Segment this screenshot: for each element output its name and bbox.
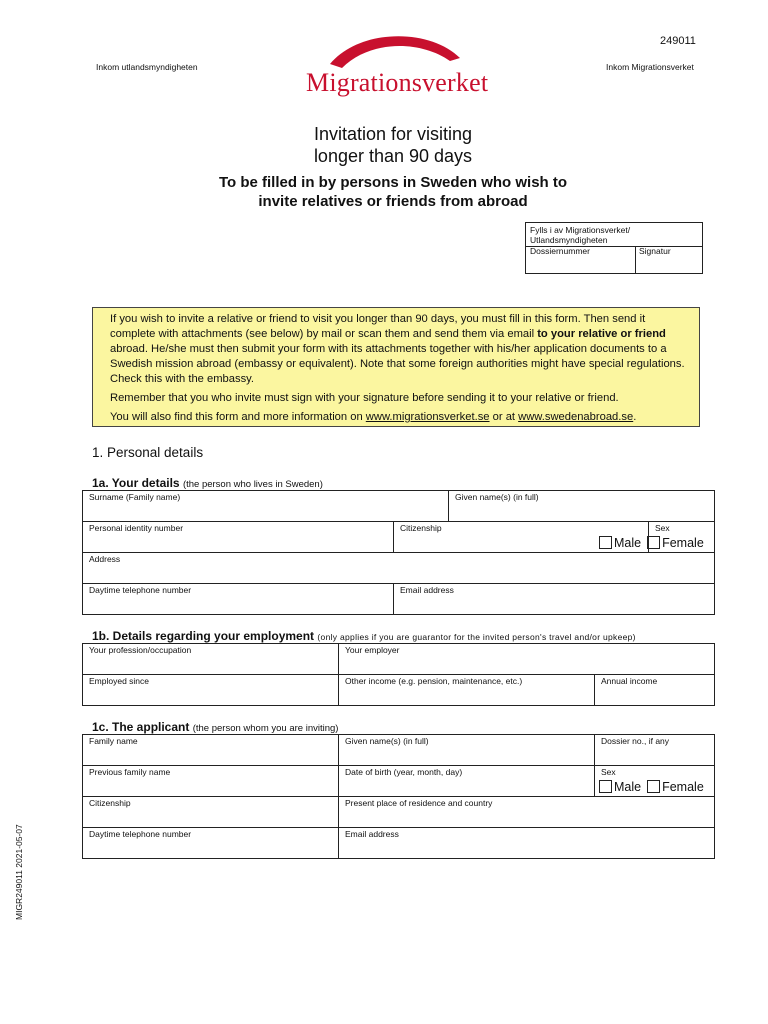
other-income-label: Other income (e.g. pension, maintenance, etc.)	[345, 676, 523, 686]
subtitle-line-2: invite relatives or friends from abroad	[258, 193, 528, 210]
page-subtitle	[170, 173, 616, 211]
annual-income-label: Annual income	[601, 676, 658, 686]
applicant-male-checkbox[interactable]	[599, 780, 612, 793]
instructions-paragraph-3	[110, 410, 689, 425]
personal-identity-number-label: Personal identity number	[89, 523, 184, 533]
email-label: Email address	[400, 585, 454, 595]
given-names-label: Given name(s) (in full)	[455, 492, 539, 502]
table-row	[83, 584, 715, 615]
title-line-1: Invitation for visiting	[313, 124, 473, 144]
employment-title: 1b. Details regarding your employment	[92, 629, 315, 643]
subtitle-line-1: To be filled in by persons in Sweden who wish to	[218, 174, 568, 191]
instructions-text: You will also find this form and more information on	[110, 411, 366, 423]
table-row	[83, 644, 715, 675]
migrationsverket-logo	[300, 28, 489, 98]
page-title	[200, 123, 586, 167]
employed-since-label: Employed since	[89, 676, 150, 686]
other-income-field[interactable]	[339, 675, 595, 706]
surname-field[interactable]	[83, 491, 449, 522]
given-names-field[interactable]	[449, 491, 715, 522]
email-field[interactable]	[394, 584, 715, 615]
swedenabroad-link[interactable]: www.swedenabroad.se	[518, 411, 634, 423]
section-personal-details-heading: 1. Personal details	[92, 445, 204, 460]
address-label: Address	[89, 554, 121, 564]
instructions-box	[92, 307, 700, 427]
table-row	[83, 675, 715, 706]
female-label: Female	[662, 536, 704, 550]
dossier-no-label: Dossier no., if any	[601, 736, 670, 746]
residence-label: Present place of residence and country	[345, 798, 493, 808]
citizenship-label: Citizenship	[400, 523, 442, 533]
instructions-text: or at	[489, 411, 519, 423]
profession-field[interactable]	[83, 644, 339, 675]
instructions-paragraph-1	[110, 312, 689, 387]
male-checkbox[interactable]	[599, 536, 612, 549]
applicant-heading	[92, 720, 338, 734]
form-number: 249011	[660, 35, 696, 47]
residence-field[interactable]	[339, 797, 715, 828]
applicant-telephone-field[interactable]	[83, 828, 339, 859]
form-version-code: MIGR249011 2021-05-07	[14, 824, 24, 920]
inkom-migrationsverket-label: Inkom Migrationsverket	[606, 62, 694, 72]
telephone-label: Daytime telephone number	[89, 585, 192, 595]
date-of-birth-label: Date of birth (year, month, day)	[345, 767, 463, 777]
table-row	[83, 797, 715, 828]
applicant-given-names-label: Given name(s) (in full)	[345, 736, 429, 746]
employer-label: Your employer	[345, 645, 400, 655]
applicant-title: 1c. The applicant	[92, 720, 190, 734]
table-row	[83, 735, 715, 766]
applicant-table	[82, 734, 715, 859]
dossier-number-field[interactable]: Dossiernummer	[530, 246, 590, 256]
instructions-text: .	[633, 411, 637, 423]
logo-arc-icon	[300, 28, 480, 73]
male-label: Male	[614, 536, 642, 550]
your-details-title: 1a. Your details	[92, 476, 180, 490]
logo-text: Migrationsverket	[306, 68, 489, 97]
office-use-box	[525, 222, 703, 274]
annual-income-field[interactable]	[595, 675, 715, 706]
employer-field[interactable]	[339, 644, 715, 675]
table-row	[83, 553, 715, 584]
instructions-text-cont: abroad. He/she must then submit your form with its attachments together with his/her application documents to a Swedish mission abroad (embassy or equivalent). Note that some foreign authorities might have special regulations. Check this with the embassy.	[110, 343, 685, 385]
employment-heading	[92, 629, 636, 643]
inkom-utlandsmyndigheten-label: Inkom utlandsmyndigheten	[96, 62, 198, 72]
instructions-text: If you wish to invite a relative or friend to visit you longer than 90 days, you must fill in this form. Then send it complete with attachments (see below) by mail or scan them and send them via email	[110, 313, 646, 340]
title-line-2: longer than 90 days	[313, 146, 473, 166]
applicant-citizenship-field[interactable]	[83, 797, 339, 828]
office-box-column-divider	[635, 246, 636, 273]
table-row	[83, 828, 715, 859]
instructions-bold-text: to your relative or friend	[537, 328, 666, 340]
applicant-given-names-field[interactable]	[339, 735, 595, 766]
date-of-birth-field[interactable]	[339, 766, 595, 797]
employment-table	[82, 643, 715, 706]
employment-note: (only applies if you are guarantor for the invited person's travel and/or upkeep)	[317, 632, 636, 642]
applicant-email-field[interactable]	[339, 828, 715, 859]
dossier-no-field[interactable]	[595, 735, 715, 766]
employed-since-field[interactable]	[83, 675, 339, 706]
profession-label: Your profession/occupation	[89, 645, 192, 655]
previous-family-name-field[interactable]	[83, 766, 339, 797]
applicant-sex-label: Sex	[601, 767, 616, 777]
sex-options-1c	[599, 780, 704, 794]
applicant-telephone-label: Daytime telephone number	[89, 829, 192, 839]
office-use-heading-line-1: Fylls i av Migrationsverket/	[530, 225, 631, 235]
applicant-female-label: Female	[662, 780, 704, 794]
office-use-heading	[530, 225, 700, 245]
telephone-field[interactable]	[83, 584, 394, 615]
table-row	[83, 491, 715, 522]
your-details-table	[82, 490, 715, 615]
signature-field[interactable]: Signatur	[639, 246, 671, 256]
sex-options-1a	[599, 536, 704, 550]
applicant-note: (the person whom you are inviting)	[192, 723, 339, 734]
surname-label: Surname (Family name)	[89, 492, 181, 502]
office-use-heading-line-2: Utlandsmyndigheten	[530, 235, 608, 245]
applicant-email-label: Email address	[345, 829, 399, 839]
personal-identity-number-field[interactable]	[83, 522, 394, 553]
migrationsverket-link[interactable]: www.migrationsverket.se	[365, 411, 490, 423]
previous-family-name-label: Previous family name	[89, 767, 171, 777]
instructions-paragraph-2: Remember that you who invite must sign with your signature before sending it to your relative or friend.	[110, 392, 619, 404]
female-checkbox[interactable]	[647, 536, 660, 549]
address-field[interactable]	[83, 553, 715, 584]
applicant-family-name-field[interactable]	[83, 735, 339, 766]
applicant-male-label: Male	[614, 780, 642, 794]
applicant-citizenship-label: Citizenship	[89, 798, 131, 808]
your-details-heading	[92, 476, 323, 490]
your-details-note: (the person who lives in Sweden)	[182, 479, 323, 490]
applicant-family-name-label: Family name	[89, 736, 138, 746]
sex-label: Sex	[655, 523, 670, 533]
applicant-female-checkbox[interactable]	[647, 780, 660, 793]
